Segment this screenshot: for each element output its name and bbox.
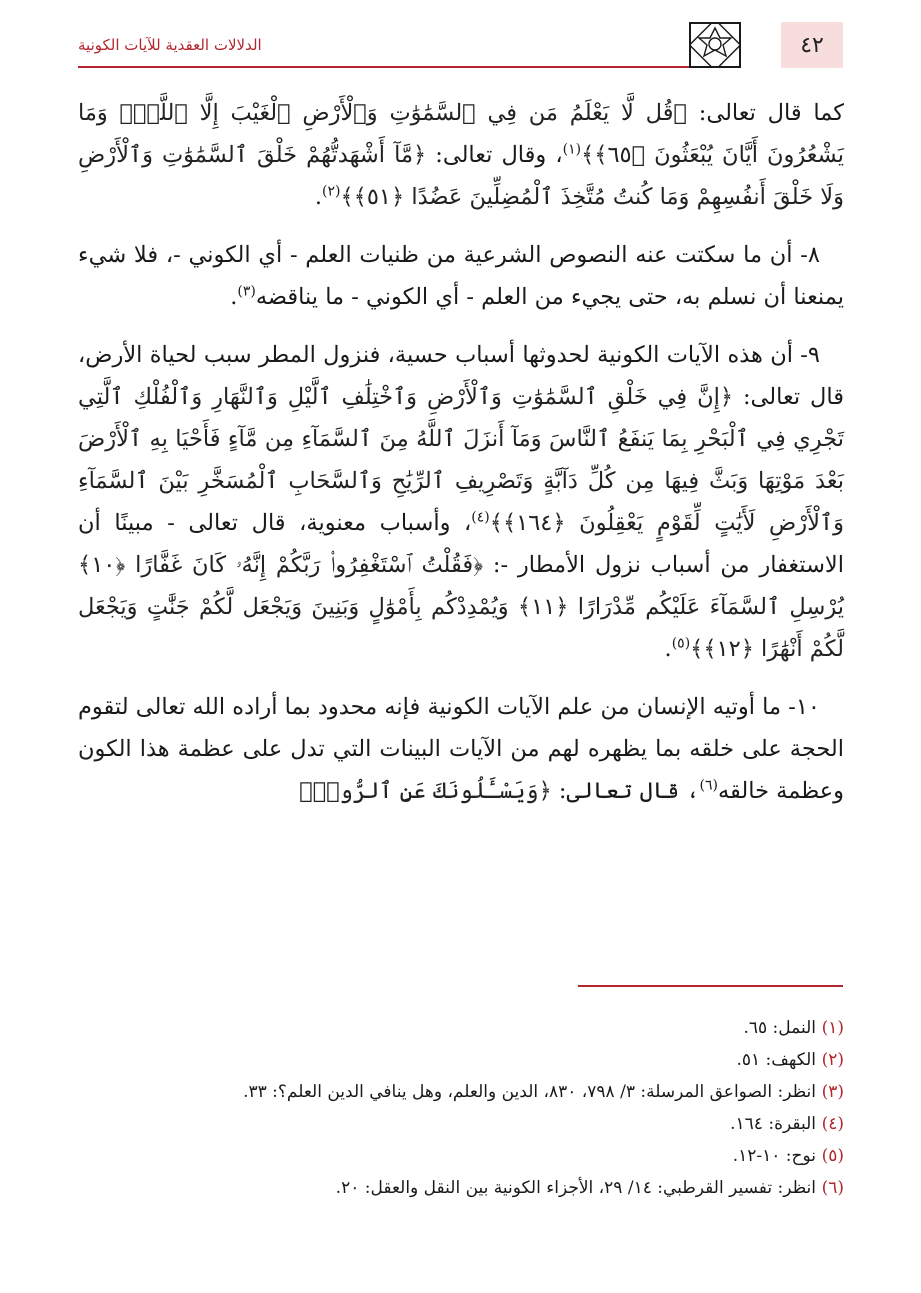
geometric-star-ornament-icon bbox=[689, 22, 741, 68]
footnote-item bbox=[78, 1172, 844, 1204]
footnote-ref[interactable]: (٤) bbox=[471, 509, 490, 526]
paragraph-text: ، قال تعالى: bbox=[551, 778, 700, 804]
footnote-text: النمل: ٦٥. bbox=[743, 1018, 816, 1038]
paragraph-text: ، وأسباب معنوية، قال تعالى - مبينًا أن الاستغفار من أسباب نزول الأمطار -: bbox=[78, 510, 845, 578]
footnote-ref[interactable]: (٣) bbox=[237, 283, 256, 300]
footnote-text: انظر: تفسير القرطبي: ١٤/ ٢٩، الأجزاء الكونية بين النقل والعقل: ٢٠. bbox=[335, 1178, 816, 1198]
quran-verse: ﴿مَّآ أَشْهَدتُّهُمْ خَلْقَ ٱلسَّمَٰوَٰتِ وَٱلْأَرْضِ وَلَا خَلْقَ أَنفُسِهِمْ وَمَا كُنتُ مُتَّخِذَ ٱلْمُضِلِّينَ عَضُدًا ﴿٥١﴾﴾ bbox=[78, 142, 844, 210]
footnote-number: (٢) bbox=[821, 1050, 844, 1070]
paragraph-text: ١٠- ما أوتيه الإنسان من علم الآيات الكونية فإنه محدود بما أراده الله تعالى لتقوم الحجة على خلقه بما يظهره لهم من الآيات البينات التي تدل على عظمة هذا الكون وعظمة خالقه bbox=[78, 694, 844, 804]
paragraph-text: ، وقال تعالى: bbox=[426, 142, 563, 168]
quran-verse: ﴿وَيَسْـَٔلُونَكَ عَنِ ٱلرُّوحِۖ bbox=[299, 778, 552, 804]
footnote-number: (٥) bbox=[821, 1146, 844, 1166]
footnote-number: (١) bbox=[821, 1018, 844, 1038]
footnote-text: نوح: ١٠-١٢. bbox=[732, 1146, 816, 1166]
footnote-ref[interactable]: (١) bbox=[562, 141, 582, 158]
footnotes-list bbox=[78, 1012, 844, 1204]
header-divider bbox=[78, 66, 689, 68]
running-title: الدلالات العقدية للآيات الكونية bbox=[78, 36, 262, 54]
paragraph-text: كما قال تعالى: bbox=[686, 100, 844, 126]
quran-verse: ﴿إِنَّ فِي خَلْقِ ٱلسَّمَٰوَٰتِ وَٱلْأَرْضِ وَٱخْتِلَٰفِ ٱلَّيْلِ وَٱلنَّهَارِ وَٱلْفُلْكِ ٱلَّتِي تَجْرِي فِي ٱلْبَحْرِ بِمَا يَنفَعُ ٱلنَّاسَ وَمَآ أَنزَلَ ٱللَّهُ مِنَ ٱلسَّمَآءِ مِن مَّآءٍ فَأَحْيَا بِهِ ٱلْأَرْضَ بَعْدَ مَوْتِهَا وَبَثَّ فِيهَا مِن كُلِّ دَآبَّةٍ وَتَصْرِيفِ ٱلرِّيَٰحِ وَٱلسَّحَابِ ٱلْمُسَخَّرِ بَيْنَ ٱلسَّمَآءِ وَٱلْأَرْضِ لَأَيَٰتٍ لِّقَوْمٍ يَعْقِلُونَ ﴿١٦٤﴾﴾ bbox=[78, 384, 844, 536]
footnote-text: الكهف: ٥١. bbox=[736, 1050, 816, 1070]
footnote-text: انظر: الصواعق المرسلة: ٣/ ٧٩٨، ٨٣٠، الدين والعلم، وهل ينافي الدين العلم؟: ٣٣. bbox=[243, 1082, 816, 1102]
paragraph-text: . bbox=[230, 284, 238, 310]
footnote-item bbox=[78, 1012, 844, 1044]
footnote-number: (٦) bbox=[821, 1178, 844, 1198]
page-header bbox=[0, 22, 921, 68]
footnote-ref[interactable]: (٥) bbox=[671, 635, 691, 652]
footnote-item bbox=[78, 1108, 844, 1140]
footnote-item bbox=[78, 1076, 844, 1108]
paragraph-text: . bbox=[314, 184, 322, 210]
paragraph-8 bbox=[78, 234, 844, 318]
footnote-ref[interactable]: (٢) bbox=[321, 183, 341, 200]
footnote-item bbox=[78, 1044, 844, 1076]
paragraph-text: ٨- أن ما سكتت عنه النصوص الشرعية من ظنيات العلم - أي الكوني -، فلا شيء يمنعنا أن نسلم به، حتى يجيء من العلم - أي الكوني - ما يناقضه bbox=[78, 242, 844, 310]
page-number: ٤٢ bbox=[781, 22, 843, 68]
footnote-number: (٤) bbox=[821, 1114, 844, 1134]
footnote-divider bbox=[578, 985, 843, 987]
paragraph-1 bbox=[78, 92, 844, 218]
quran-verse: ﴿فَقُلْتُ ٱسْتَغْفِرُوا۟ رَبَّكُمْ إِنَّهُۥ كَانَ غَفَّارًا ﴿١٠﴾ يُرْسِلِ ٱلسَّمَآءَ عَلَيْكُم مِّدْرَارًا ﴿١١﴾ وَيُمْدِدْكُم بِأَمْوَٰلٍ وَبَنِينَ وَيَجْعَل لَّكُمْ جَنَّٰتٍ وَيَجْعَل لَّكُمْ أَنْهَٰرًا ﴿١٢﴾﴾ bbox=[78, 552, 845, 662]
paragraph-text: ٩- أن هذه الآيات الكونية لحدوثها أسباب حسية، فنزول المطر سبب لحياة الأرض، قال تعالى: bbox=[78, 342, 844, 410]
paragraph-9 bbox=[78, 334, 844, 670]
footnote-item bbox=[78, 1140, 844, 1172]
footnote-text: البقرة: ١٦٤. bbox=[730, 1114, 816, 1134]
footnote-number: (٣) bbox=[821, 1082, 844, 1102]
paragraph-text: . bbox=[664, 636, 672, 662]
quran-verse: ﴿قُل لَّا يَعْلَمُ مَن فِي ٱلسَّمَٰوَٰتِ وَٱلْأَرْضِ ٱلْغَيْبَ إِلَّا ٱللَّهُۚ وَمَا يَشْعُرُونَ أَيَّانَ يُبْعَثُونَ ﴿٦٥﴾﴾ bbox=[78, 100, 844, 168]
footnote-ref[interactable]: (٦) bbox=[699, 777, 718, 794]
main-text bbox=[78, 92, 844, 828]
paragraph-10 bbox=[78, 686, 844, 812]
